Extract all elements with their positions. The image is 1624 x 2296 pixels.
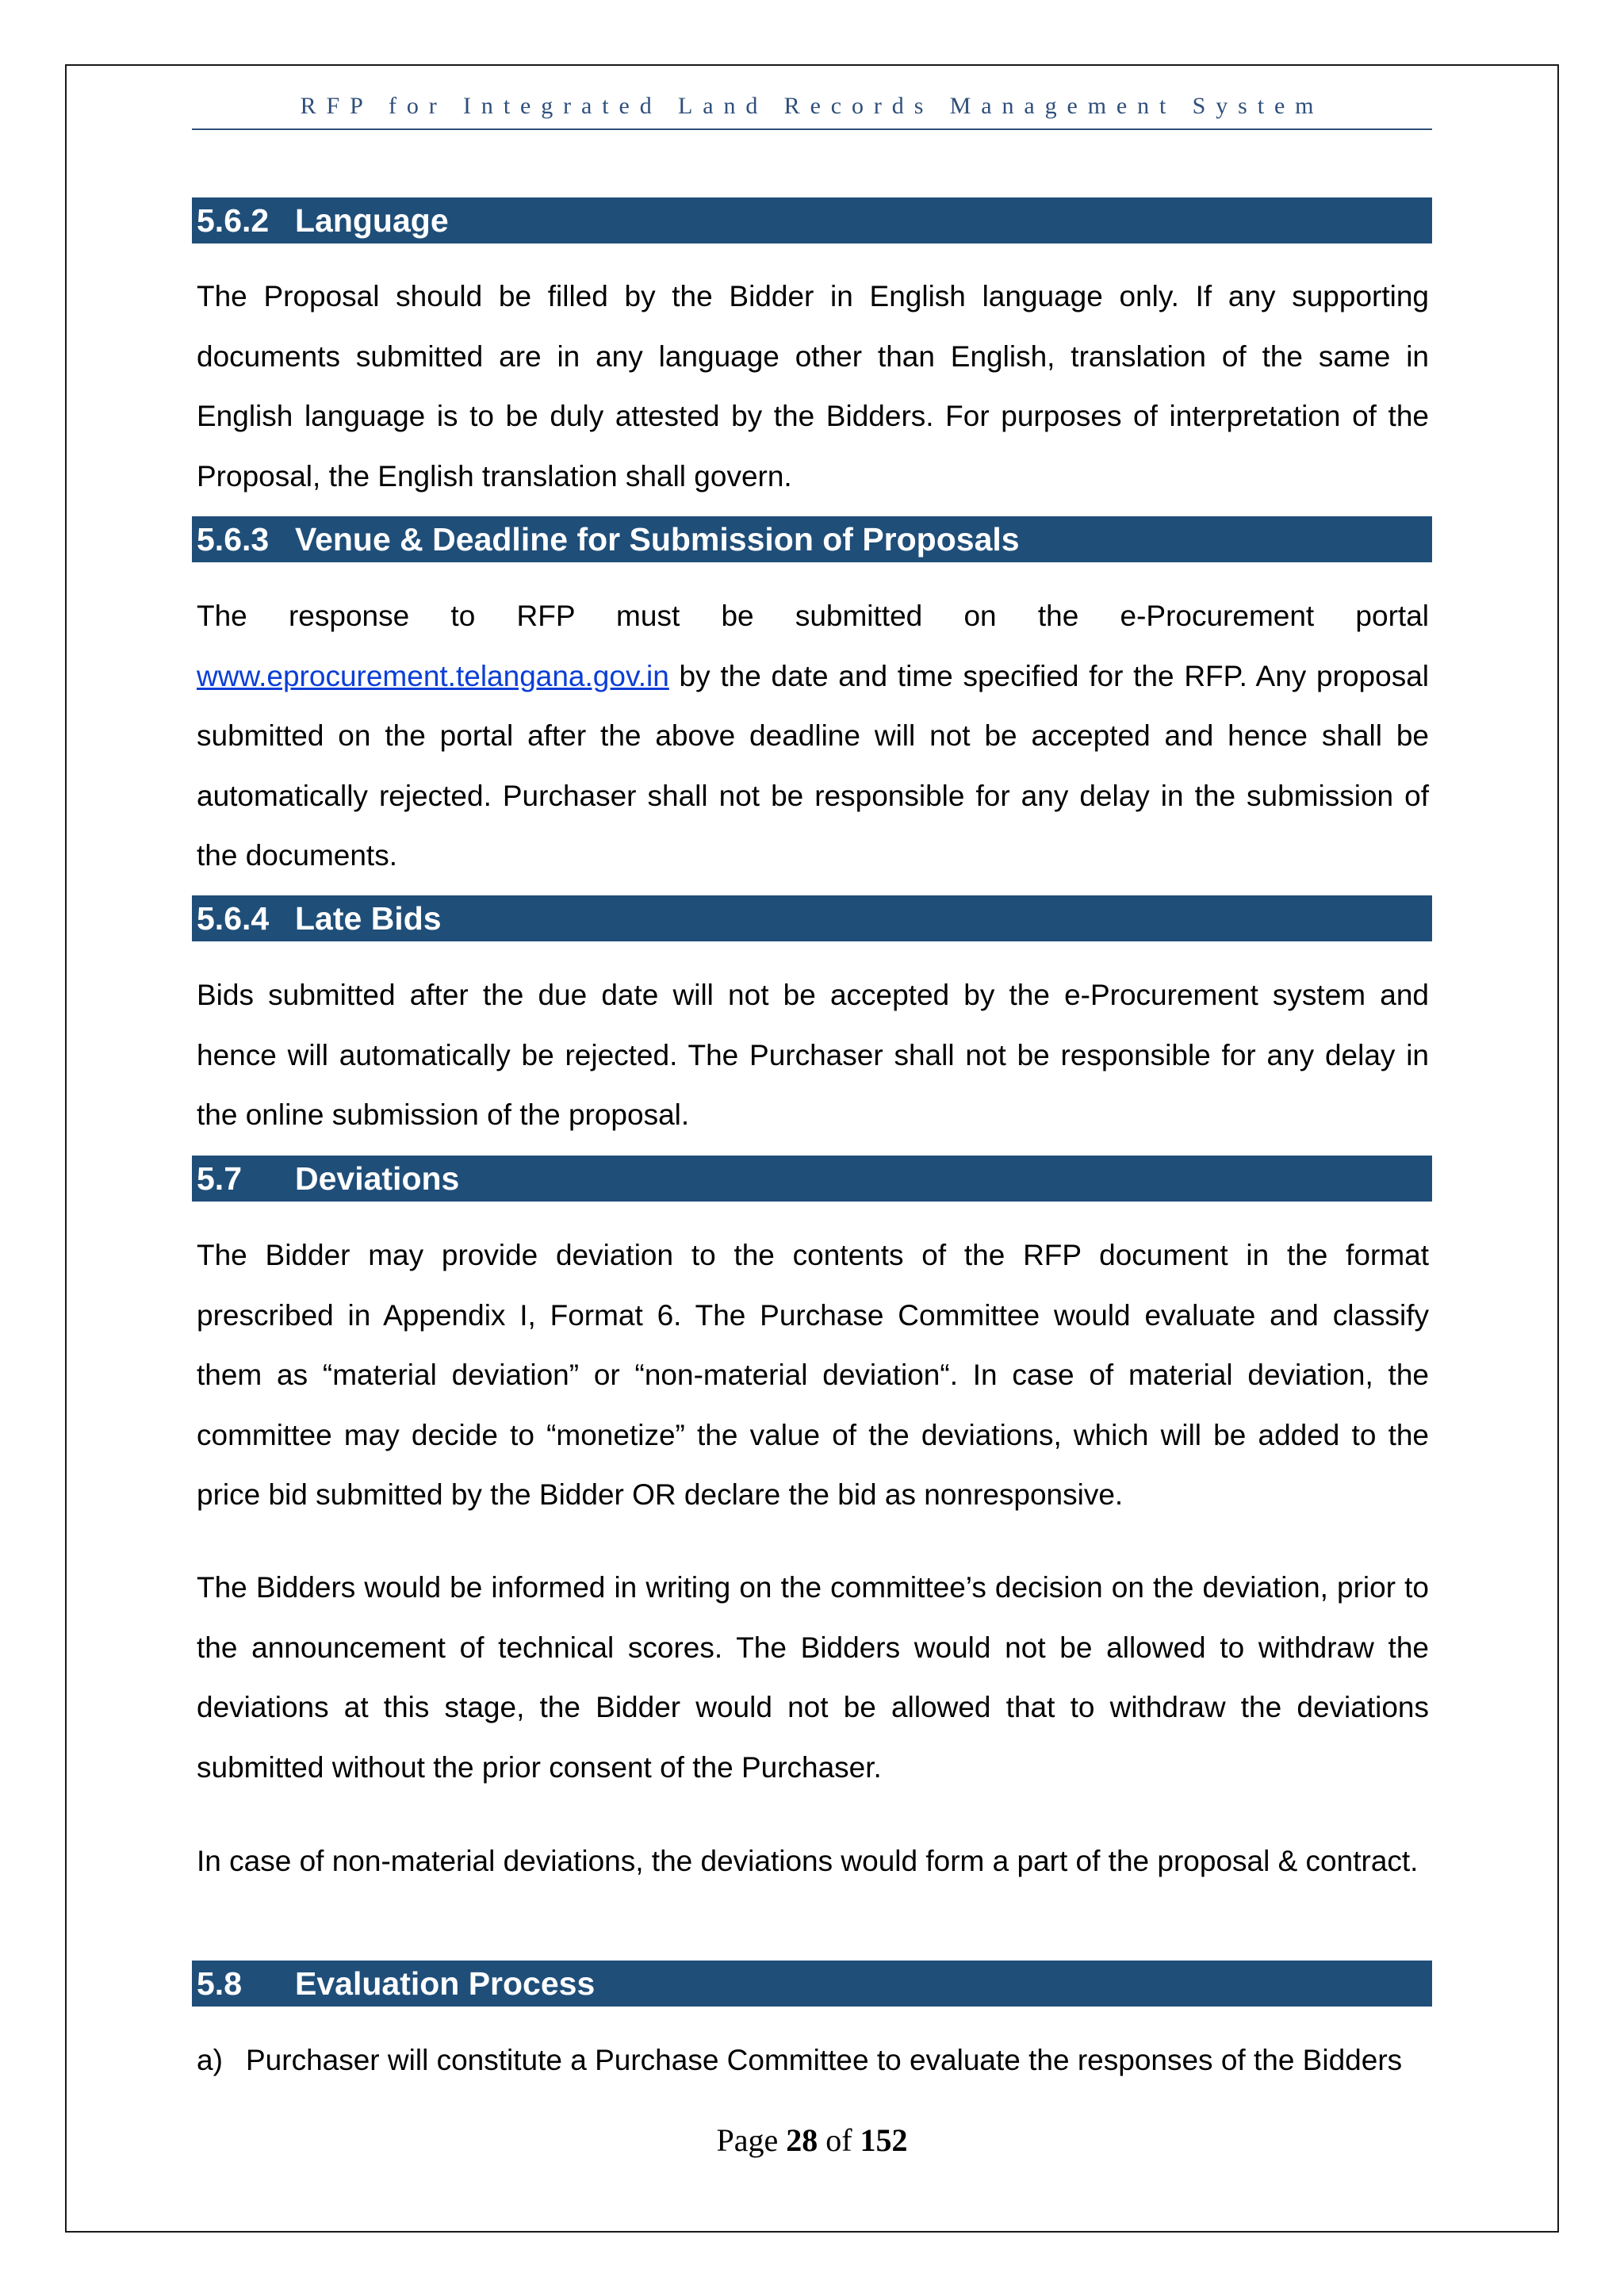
paragraph-venue-deadline (197, 586, 1429, 886)
paragraph-deviations-3: In case of non-material deviations, the deviations would form a part of the proposal & contract. (197, 1845, 1419, 1877)
paragraph-text: by the date and time specified for the RFP. Any proposal submitted on the portal after the above deadline will not be accepted and hence shall be automatically rejected. Purchaser shall not be responsible for any delay in the submission of the documents. (197, 659, 1429, 872)
paragraph-language: The Proposal should be filled by the Bidder in English language only. If any supporting documents submitted are in any language other than English, translation of the same in English language is to be duly attested by the Bidders. For purposes of interpretation of the Proposal, the English translation shall govern. (197, 280, 1429, 493)
total-page-count: 152 (860, 2122, 908, 2158)
paragraph-deviations-1: The Bidder may provide deviation to the contents of the RFP document in the format prescribed in Appendix I, Format 6. The Purchase Committee would evaluate and classify them as “material deviation” or “non-material deviation“. In case of material deviation, the committee may decide to “monetize” the value of the deviations, which will be added to the price bid submitted by the Bidder OR declare the bid as nonresponsive. (197, 1239, 1429, 1511)
section-heading-5-7 (192, 1156, 1432, 1202)
list-marker: a) (197, 2044, 223, 2076)
section-heading-5-6-2 (192, 197, 1432, 243)
section-number: 5.6.2 (197, 202, 270, 239)
section-heading-5-8 (192, 1961, 1432, 2007)
current-page-number: 28 (786, 2122, 818, 2158)
section-number: 5.6.4 (197, 900, 270, 937)
paragraph-deviations-2: The Bidders would be informed in writing on the committee’s decision on the deviation, prior to the announcement of technical scores. The Bidders would not be allowed to withdraw the deviations at this stage, the Bidder would not be allowed that to withdraw the deviations submitted without the prior consent of the Purchaser. (197, 1571, 1429, 1784)
paragraph-late-bids: Bids submitted after the due date will not be accepted by the e-Procurement system and hence will automatically be rejected. The Purchaser shall not be responsible for any delay in the online submission of the proposal. (197, 979, 1429, 1131)
list-item (197, 2030, 1429, 2091)
footer-prefix: Page (716, 2122, 779, 2158)
paragraph-text: The response to RFP must be submitted on the e-Procurement portal (197, 600, 1429, 632)
page-footer (0, 2122, 1624, 2159)
section-title: Late Bids (295, 900, 442, 937)
section-title: Venue & Deadline for Submission of Proposals (295, 521, 1020, 558)
list-item-text: Purchaser will constitute a Purchase Committee to evaluate the responses of the Bidders (246, 2044, 1403, 2076)
footer-separator: of (825, 2122, 852, 2158)
section-title: Language (295, 202, 449, 239)
header-rule (192, 128, 1432, 130)
section-number: 5.8 (197, 1965, 242, 2002)
section-number: 5.6.3 (197, 521, 270, 558)
section-title: Deviations (295, 1160, 460, 1197)
section-heading-5-6-3 (192, 516, 1432, 562)
running-header: RFP for Integrated Land Records Management System (300, 93, 1324, 119)
section-number: 5.7 (197, 1160, 242, 1197)
eprocurement-link[interactable]: www.eprocurement.telangana.gov.in (197, 659, 669, 692)
section-title: Evaluation Process (295, 1965, 596, 2002)
section-heading-5-6-4 (192, 895, 1432, 941)
